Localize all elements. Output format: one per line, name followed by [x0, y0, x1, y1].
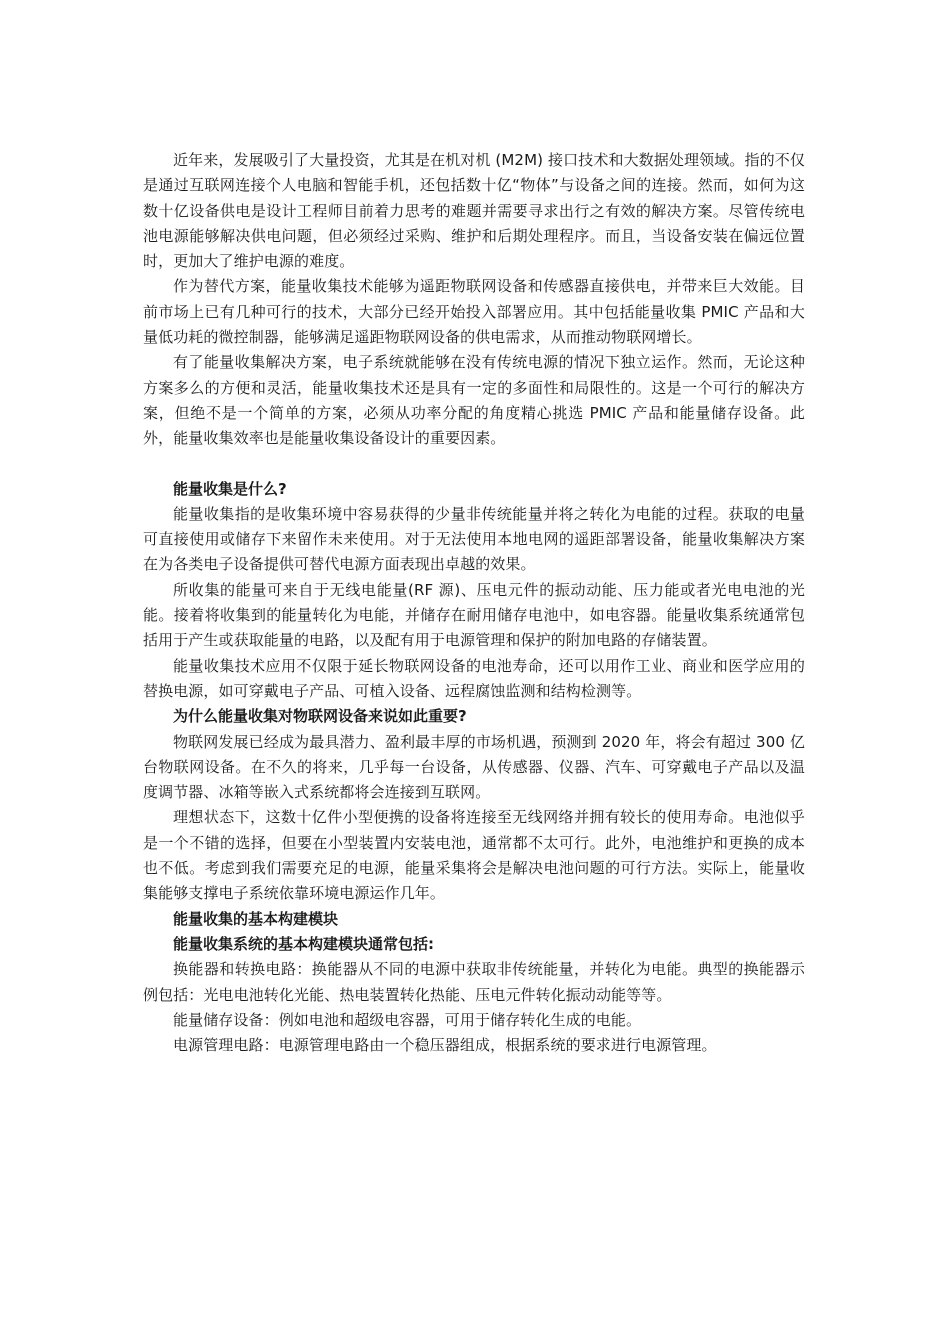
paragraph-iot-growth: 物联网发展已经成为最具潜力、盈利最丰厚的市场机遇，预测到 2020 年，将会有超过 300 亿台物联网设备。在不久的将来，几乎每一台设备，从传感器、仪器、汽车、可穿戴电子产品以及温度调节器、冰箱等嵌入式系统都将会连接到互联网。	[143, 732, 805, 802]
heading-building-blocks: 能量收集的基本构建模块	[173, 909, 339, 928]
paragraph-solution: 有了能量收集解决方案，电子系统就能够在没有传统电源的情况下独立运作。然而，无论这种方案多么的方便和灵活，能量收集技术还是具有一定的多面性和局限性的。这是一个可行的解决方案，但绝不是一个简单的方案，必须从功率分配的角度精心挑选 PMIC 产品和能量储存设备。此外，能量收集效率也是能量收集设备设计的重要因素。	[143, 353, 805, 448]
paragraph-applications: 能量收集技术应用不仅限于延长物联网设备的电池寿命，还可以用作工业、商业和医学应用的替换电源，如可穿戴电子产品、可植入设备、远程腐蚀监测和结构检测等。	[143, 656, 805, 700]
heading-building-blocks-list: 能量收集系统的基本构建模块通常包括:	[173, 934, 435, 953]
paragraph-sources: 所收集的能量可来自于无线电能量(RF 源)、压电元件的振动动能、压力能或者光电电池的光能。接着将收集到的能量转化为电能，并储存在耐用储存电池中，如电容器。能量收集系统通常包括用于产生或获取能量的电路，以及配有用于电源管理和保护的附加电路的存储装置。	[143, 580, 805, 650]
paragraph-definition: 能量收集指的是收集环境中容易获得的少量非传统能量并将之转化为电能的过程。获取的电量可直接使用或储存下来留作未来使用。对于无法使用本地电网的遥距部署设备，能量收集解决方案在为各类电子设备提供可替代电源方面表现出卓越的效果。	[143, 504, 805, 574]
heading-why-important: 为什么能量收集对物联网设备来说如此重要?	[173, 707, 467, 726]
paragraph-transducer: 换能器和转换电路：换能器从不同的电源中获取非传统能量，并转化为电能。典型的换能器示例包括：光电电池转化光能、热电装置转化热能、压电元件转化振动动能等等。	[143, 960, 805, 1004]
document-body	[143, 148, 805, 1058]
heading-what-is: 能量收集是什么?	[173, 479, 287, 498]
paragraph-battery: 理想状态下，这数十亿件小型便携的设备将连接至无线网络并拥有较长的使用寿命。电池似乎是一个不错的选择，但要在小型装置内安装电池，通常都不太可行。此外，电池维护和更换的成本也不低。考虑到我们需要充足的电源，能量采集将会是解决电池问题的可行方法。实际上，能量收集能够支撑电子系统依靠环境电源运作几年。	[143, 808, 805, 903]
paragraph-power-management: 电源管理电路：电源管理电路由一个稳压器组成，根据系统的要求进行电源管理。	[173, 1036, 717, 1055]
spacer	[143, 452, 805, 477]
paragraph-storage: 能量储存设备：例如电池和超级电容器，可用于储存转化生成的电能。	[173, 1010, 642, 1029]
paragraph-alternative: 作为替代方案，能量收集技术能够为遥距物联网设备和传感器直接供电，并带来巨大效能。目前市场上已有几种可行的技术，大部分已经开始投入部署应用。其中包括能量收集 PMIC 产品和大量低功耗的微控制器，能够满足遥距物联网设备的供电需求，从而推动物联网增长。	[143, 277, 805, 347]
paragraph-intro: 近年来，发展吸引了大量投资，尤其是在机对机 (M2M) 接口技术和大数据处理领域。指的不仅是通过互联网连接个人电脑和智能手机，还包括数十亿“物体”与设备之间的连接。然而，如何为这数十亿设备供电是设计工程师目前着力思考的难题并需要寻求出行之有效的解决方案。尽管传统电池电源能够解决供电问题，但必须经过采购、维护和后期处理程序。而且，当设备安装在偏远位置时，更加大了维护电源的难度。	[143, 151, 805, 271]
